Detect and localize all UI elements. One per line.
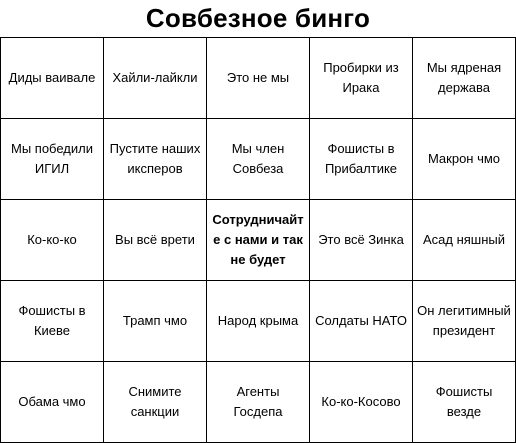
bingo-cell: Фошисты везде — [413, 362, 516, 443]
bingo-cell: Трамп чмо — [104, 281, 207, 362]
bingo-cell: Народ крыма — [207, 281, 310, 362]
bingo-cell: Пустите наших иксперов — [104, 119, 207, 200]
bingo-cell: Макрон чмо — [413, 119, 516, 200]
bingo-grid — [0, 37, 516, 443]
bingo-cell: Пробирки из Ирака — [310, 38, 413, 119]
bingo-cell: Мы ядреная держава — [413, 38, 516, 119]
bingo-cell: Фошисты в Киеве — [1, 281, 104, 362]
bingo-cell: Ко-ко-Косово — [310, 362, 413, 443]
bingo-cell: Мы член Совбеза — [207, 119, 310, 200]
bingo-cell: Хайли-лайкли — [104, 38, 207, 119]
grid-row — [1, 200, 516, 281]
bingo-cell: Агенты Госдепа — [207, 362, 310, 443]
bingo-center-cell: Сотрудничайте с нами и так не будет — [207, 200, 310, 281]
bingo-cell: Это всё Зинка — [310, 200, 413, 281]
bingo-cell: Асад няшный — [413, 200, 516, 281]
grid-row — [1, 362, 516, 443]
bingo-cell: Снимите санкции — [104, 362, 207, 443]
grid-row — [1, 119, 516, 200]
bingo-cell: Вы всё врети — [104, 200, 207, 281]
bingo-cell: Диды ваивале — [1, 38, 104, 119]
page-title: Совбезное бинго — [145, 3, 371, 33]
grid-row — [1, 281, 516, 362]
bingo-cell: Солдаты НАТО — [310, 281, 413, 362]
bingo-cell: Обама чмо — [1, 362, 104, 443]
bingo-cell: Ко-ко-ко — [1, 200, 104, 281]
grid-row — [1, 38, 516, 119]
bingo-cell: Мы победили ИГИЛ — [1, 119, 104, 200]
bingo-cell: Он легитимный президент — [413, 281, 516, 362]
bingo-cell: Фошисты в Прибалтике — [310, 119, 413, 200]
bingo-cell: Это не мы — [207, 38, 310, 119]
